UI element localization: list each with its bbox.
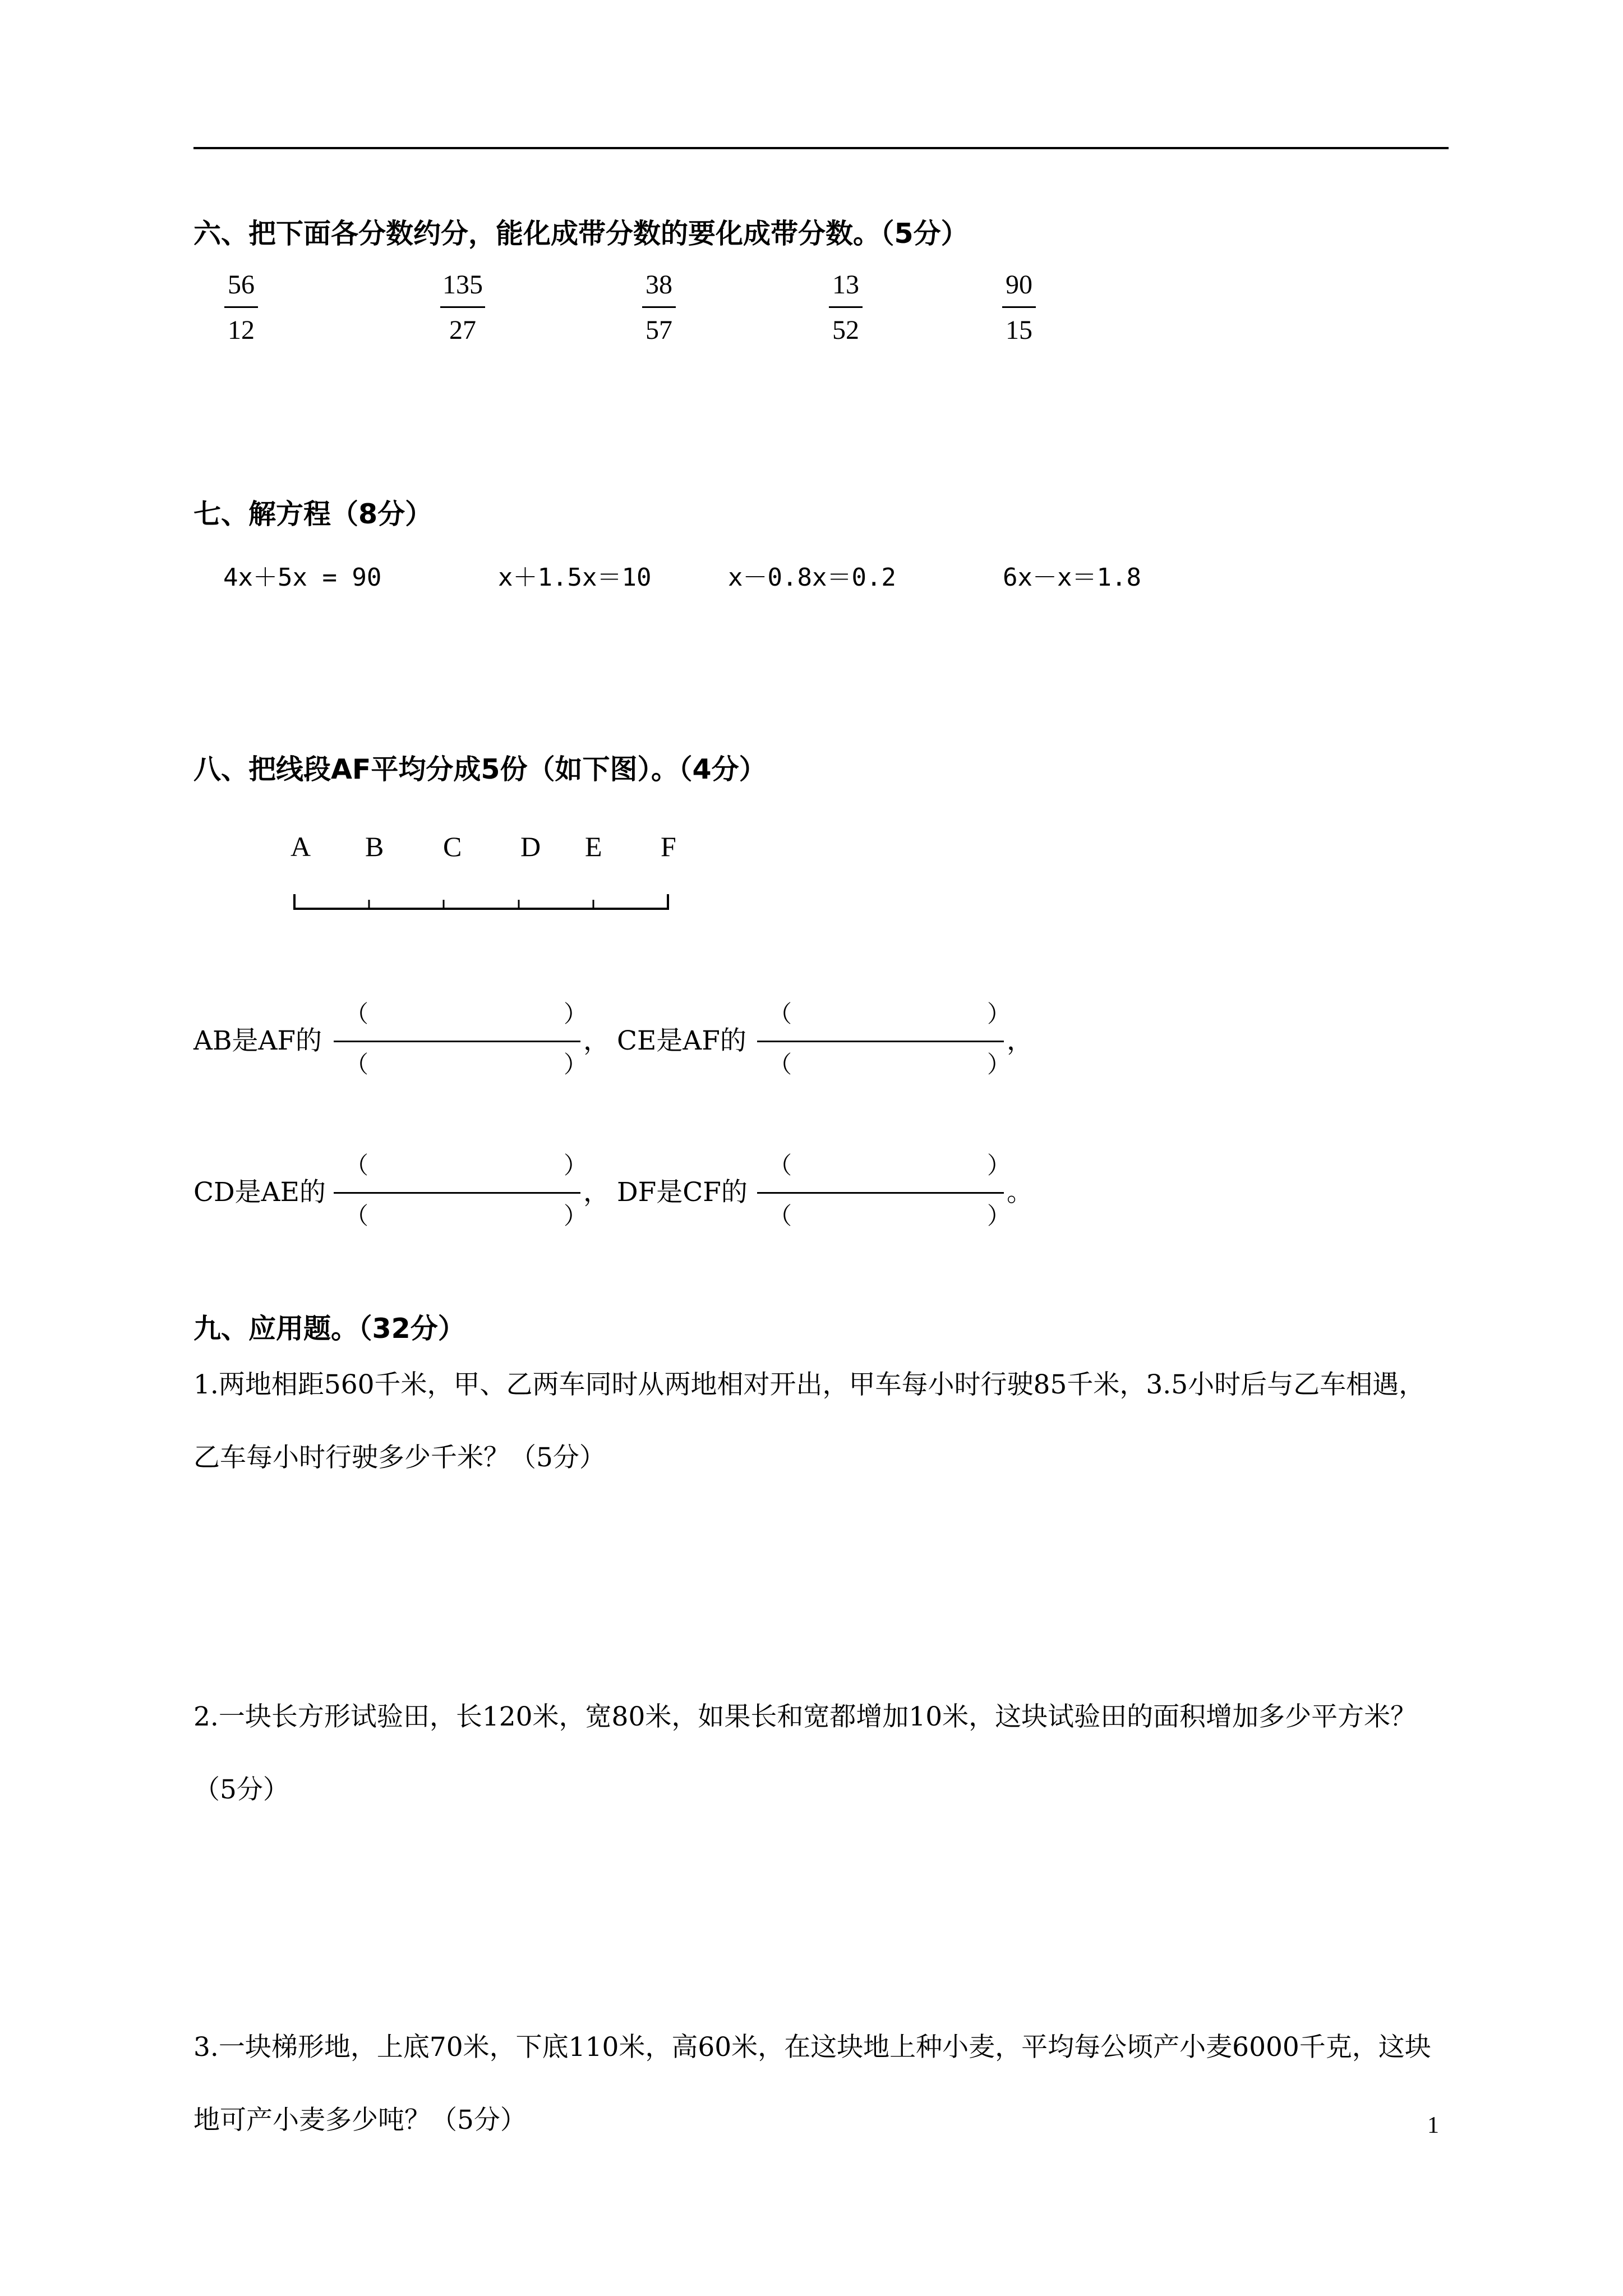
blank-numerator-close: ） [564,1000,588,1028]
question-cd-ae: CD是AE的 [193,1177,326,1208]
fraction-blank-line [757,1192,1004,1194]
equation-3: x－0.8x＝0.2 [728,563,896,592]
fraction-blank-line [334,1041,580,1042]
fraction-bar [224,306,258,308]
section-9-title: 九、应用题。（32分） [193,1313,465,1345]
period: 。 [1007,1177,1033,1208]
point-label-a: A [291,831,311,862]
section-6-title: 六、把下面各分数约分，能化成带分数的要化成带分数。（5分） [193,218,969,250]
blank-numerator-open: （ [345,1000,369,1028]
blank-numerator-open: （ [345,1152,369,1179]
blank-denominator-close: ） [987,1051,1011,1078]
blank-denominator-close: ） [564,1202,588,1230]
equation-1: 4x＋5x = 90 [223,563,382,592]
line-segment-af [289,886,676,914]
section-7-title: 七、解方程（8分） [193,498,433,530]
fraction-bar [829,306,863,308]
point-label-f: F [661,831,676,862]
fraction-blank-line [757,1041,1004,1042]
blank-denominator-open: （ [768,1051,792,1078]
fraction-numerator: 135 [442,270,483,300]
equation-2: x＋1.5x＝10 [498,563,652,592]
point-label-c: C [443,831,462,862]
fraction-denominator: 15 [1006,315,1032,345]
comma: ， [1007,1025,1033,1056]
fraction-numerator: 13 [832,270,859,300]
page-number: 1 [1427,2113,1439,2138]
blank-denominator-open: （ [345,1051,369,1078]
equation-4: 6x－x＝1.8 [1003,563,1141,592]
problem-2: 2.一块长方形试验田，长120米，宽80米，如果长和宽都增加10米，这块试验田的面积增加多少平方米？（5分） [193,1701,1417,1805]
fraction-2 [429,267,496,348]
blank-numerator-close: ） [987,1000,1011,1028]
header-rule [193,147,1449,149]
fraction-1 [213,267,269,348]
fraction-numerator: 38 [645,270,672,300]
fraction-bar [642,306,676,308]
problem-1: 1.两地相距560千米，甲、乙两车同时从两地相对开出，甲车每小时行驶85千米，3.5小时后与乙车相遇，乙车每小时行驶多少千米？（5分） [193,1369,1426,1473]
point-label-d: D [520,831,541,862]
blank-numerator-close: ） [564,1152,588,1179]
fraction-3 [631,267,687,348]
question-ce-af: CE是AF的 [617,1025,746,1056]
fraction-bar [440,306,485,308]
fraction-denominator: 57 [645,315,672,345]
fraction-denominator: 27 [449,315,476,345]
fraction-numerator: 56 [228,270,255,300]
fraction-4 [818,267,874,348]
blank-numerator-open: （ [768,1000,792,1028]
blank-denominator-open: （ [768,1202,792,1230]
point-label-b: B [365,831,384,862]
blank-denominator-close: ） [987,1202,1011,1230]
blank-denominator-close: ） [564,1051,588,1078]
comma: ， [583,1177,610,1208]
blank-numerator-open: （ [768,1152,792,1179]
blank-denominator-open: （ [345,1202,369,1230]
problem-3: 3.一块梯形地，上底70米，下底110米，高60米，在这块地上种小麦，平均每公顷产小麦6000千克，这块地可产小麦多少吨？（5分） [193,2032,1431,2136]
fraction-numerator: 90 [1006,270,1032,300]
question-ab-af: AB是AF的 [193,1025,322,1056]
fraction-blank-line [334,1192,580,1194]
fraction-bar [1002,306,1036,308]
fraction-denominator: 52 [832,315,859,345]
comma: ， [583,1025,610,1056]
question-df-cf: DF是CF的 [617,1177,748,1208]
section-8-title: 八、把线段AF平均分成5份（如下图）。（4分） [193,753,767,785]
fraction-denominator: 12 [228,315,255,345]
blank-numerator-close: ） [987,1152,1011,1179]
fraction-5 [991,267,1047,348]
point-label-e: E [585,831,602,862]
